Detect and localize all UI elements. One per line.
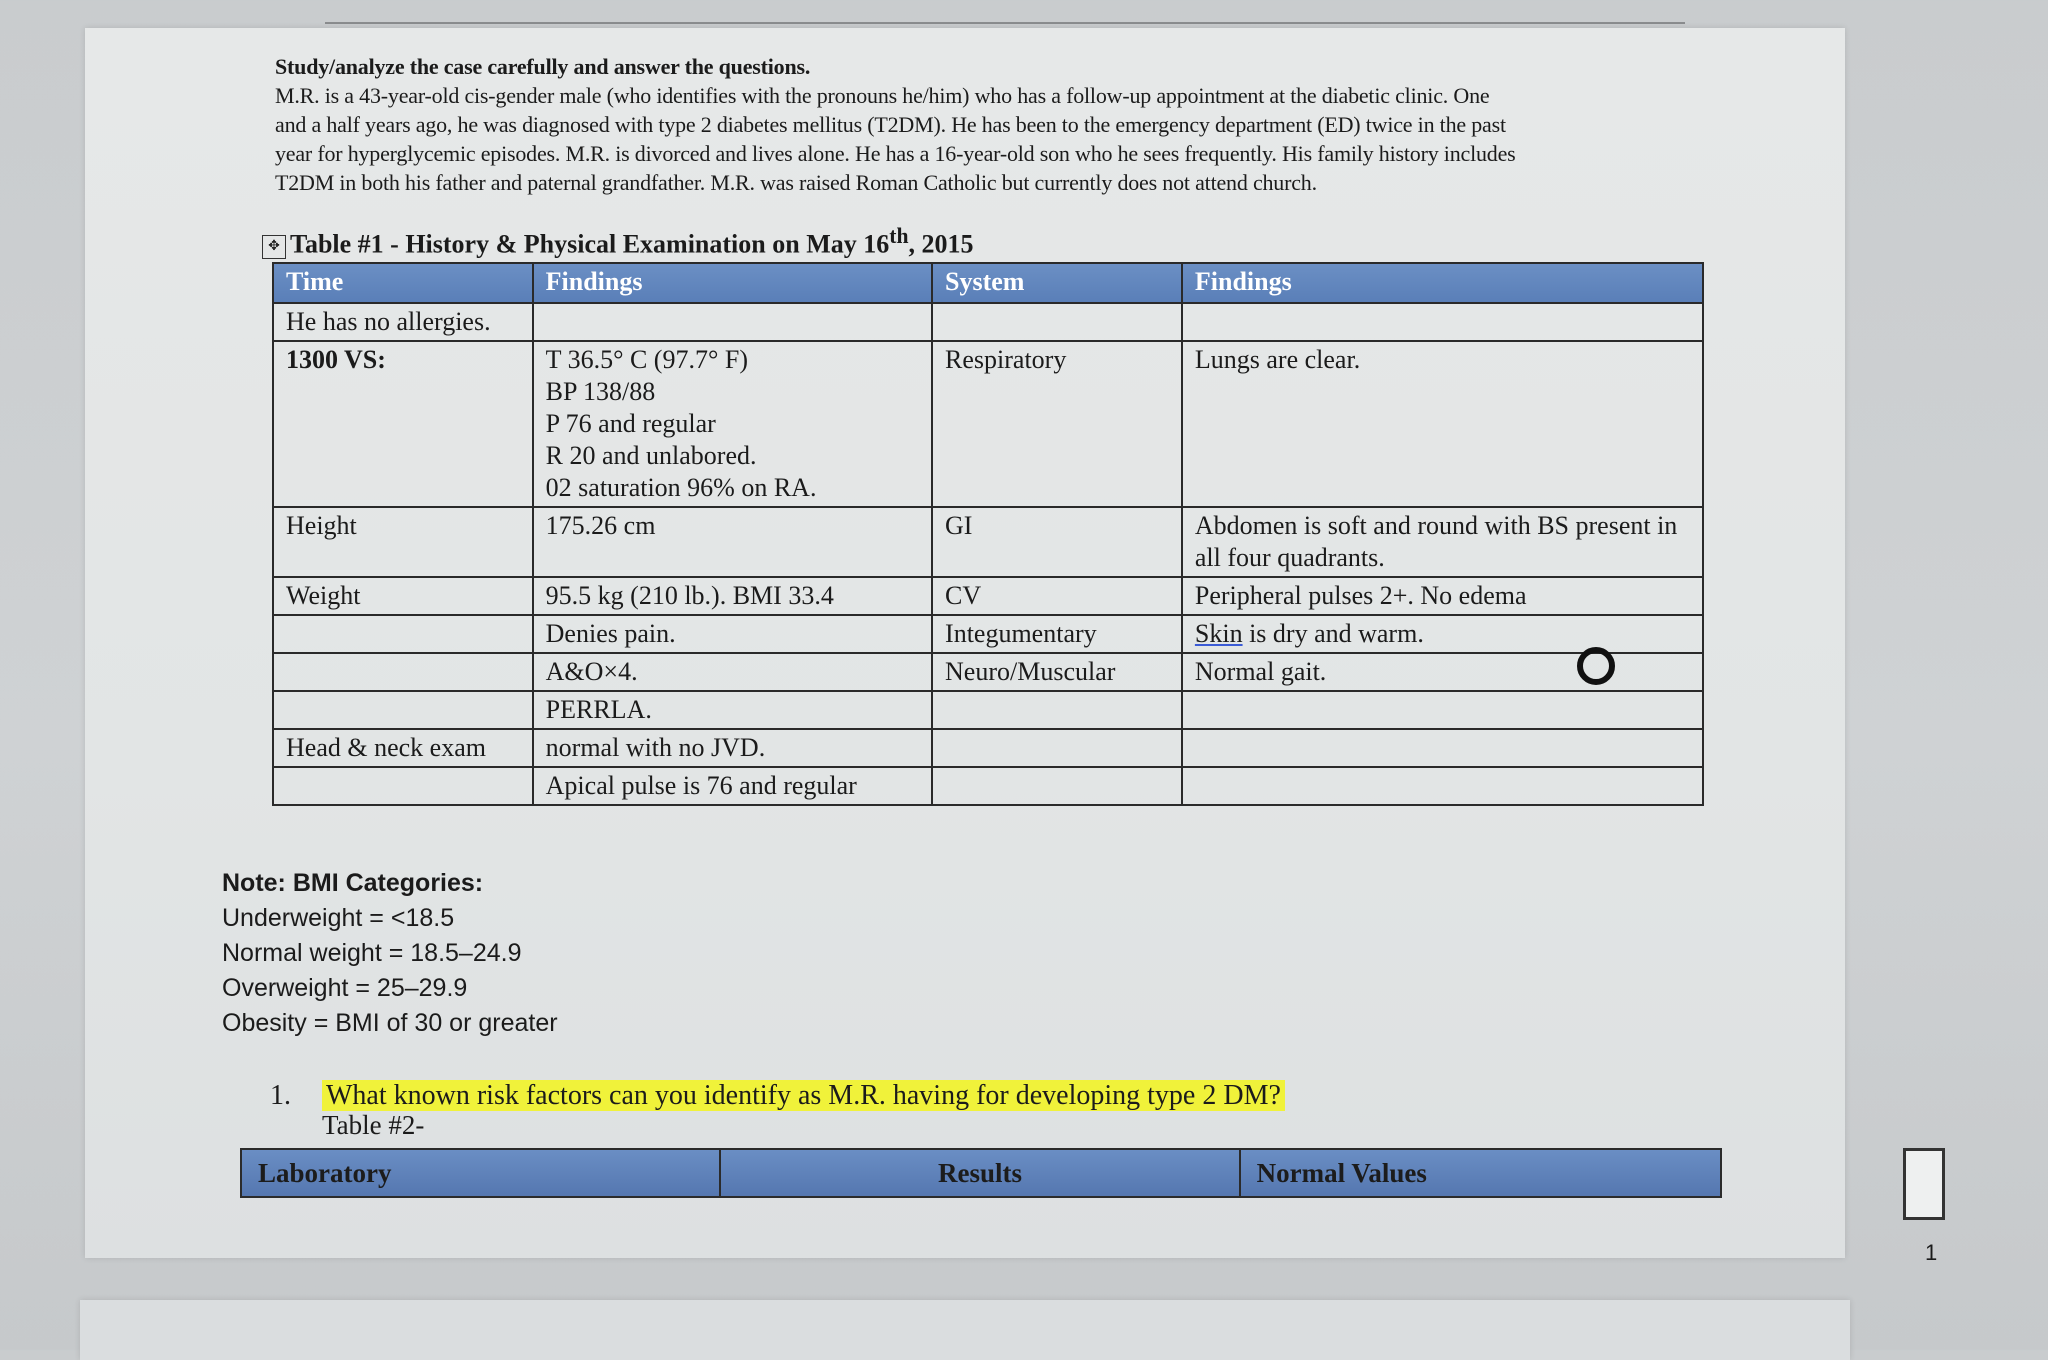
cell-findings: normal with no JVD. xyxy=(533,729,932,767)
cell-system: Integumentary xyxy=(932,615,1182,653)
laboratory-table xyxy=(240,1148,1722,1198)
cell-system xyxy=(932,303,1182,341)
cell-system-findings: Peripheral pulses 2+. No edema xyxy=(1182,577,1703,615)
cell-findings: Apical pulse is 76 and regular xyxy=(533,767,932,805)
table-row xyxy=(273,507,1703,577)
vital-sign: BP 138/88 xyxy=(545,377,656,406)
cell-time xyxy=(273,653,533,691)
header-time: Time xyxy=(273,263,533,303)
table-row xyxy=(273,341,1703,507)
cell-system-findings xyxy=(1182,767,1703,805)
table-row xyxy=(273,729,1703,767)
cell-time xyxy=(273,691,533,729)
cell-findings xyxy=(533,341,932,507)
intro-line: year for hyperglycemic episodes. M.R. is divorced and lives alone. He has a 16-year-old son who he sees frequently. His family history includes xyxy=(275,141,1516,166)
cell-system-findings: Normal gait. xyxy=(1182,653,1703,691)
bmi-category: Obesity = BMI of 30 or greater xyxy=(222,1009,558,1037)
page-number: 1 xyxy=(1925,1240,1938,1265)
cell-findings: A&O×4. xyxy=(533,653,932,691)
table-row xyxy=(273,577,1703,615)
cell-system: CV xyxy=(932,577,1182,615)
cell-time: Height xyxy=(273,507,533,577)
cell-system-findings: Lungs are clear. xyxy=(1182,341,1703,507)
intro-line: M.R. is a 43-year-old cis-gender male (who identifies with the pronouns he/him) who has a follow-up appointment at the diabetic clinic. One xyxy=(275,83,1490,108)
cell-system xyxy=(932,767,1182,805)
cell-system: Respiratory xyxy=(932,341,1182,507)
cell-system xyxy=(932,729,1182,767)
cell-time xyxy=(273,767,533,805)
cell-findings: 95.5 kg (210 lb.). BMI 33.4 xyxy=(533,577,932,615)
header-system: System xyxy=(932,263,1182,303)
comment-box[interactable] xyxy=(1903,1148,1945,1220)
circle-cursor-icon xyxy=(1577,647,1615,685)
header-laboratory: Laboratory xyxy=(241,1149,720,1197)
table-row xyxy=(273,615,1703,653)
question-1 xyxy=(270,1078,1285,1114)
cell-system-findings: Skin is dry and warm. xyxy=(1182,615,1703,653)
case-intro xyxy=(275,52,1795,197)
history-physical-table xyxy=(272,262,1704,806)
cell-system: Neuro/Muscular xyxy=(932,653,1182,691)
table2-label: Table #2- xyxy=(322,1110,425,1140)
table-row xyxy=(273,767,1703,805)
cell-system-findings xyxy=(1182,691,1703,729)
intro-line: and a half years ago, he was diagnosed with type 2 diabetes mellitus (T2DM). He has been to the emergency department (ED) twice in the past xyxy=(275,112,1506,137)
table-header-row xyxy=(241,1149,1721,1197)
bmi-categories-note xyxy=(222,866,558,1041)
table-row xyxy=(273,691,1703,729)
cell-findings: PERRLA. xyxy=(533,691,932,729)
bmi-note-title: Note: BMI Categories: xyxy=(222,869,484,897)
cell-system-findings xyxy=(1182,303,1703,341)
header-findings: Findings xyxy=(533,263,932,303)
question-text: What known risk factors can you identify as M.R. having for developing type 2 DM? xyxy=(322,1080,1285,1111)
intro-line: T2DM in both his father and paternal grandfather. M.R. was raised Roman Catholic but currently does not attend church. xyxy=(275,170,1317,195)
spellcheck-word: Skin xyxy=(1194,619,1243,648)
cell-findings xyxy=(533,303,932,341)
table1-title: ✥ Table #1 - History & Physical Examination on May 16th, 2015 xyxy=(262,224,974,260)
cell-findings: Denies pain. xyxy=(533,615,932,653)
cell-time: 1300 VS: xyxy=(273,341,533,507)
cell-system: GI xyxy=(932,507,1182,577)
bmi-category: Overweight = 25–29.9 xyxy=(222,974,468,1002)
vital-sign: P 76 and regular xyxy=(545,409,716,438)
cell-system-findings xyxy=(1182,729,1703,767)
cell-time: Weight xyxy=(273,577,533,615)
header-system-findings: Findings xyxy=(1182,263,1703,303)
cell-time xyxy=(273,615,533,653)
vital-sign: T 36.5° C (97.7° F) xyxy=(545,345,748,374)
bmi-category: Underweight = <18.5 xyxy=(222,904,455,932)
cell-time: He has no allergies. xyxy=(273,303,533,341)
vital-sign: R 20 and unlabored. xyxy=(545,441,757,470)
cell-findings: 175.26 cm xyxy=(533,507,932,577)
vital-sign: 02 saturation 96% on RA. xyxy=(545,473,817,502)
next-page xyxy=(80,1300,1850,1360)
table-row xyxy=(273,303,1703,341)
bmi-category: Normal weight = 18.5–24.9 xyxy=(222,939,522,967)
cell-system xyxy=(932,691,1182,729)
cell-system-findings: Abdomen is soft and round with BS present in all four quadrants. xyxy=(1182,507,1703,577)
intro-heading: Study/analyze the case carefully and answer the questions. xyxy=(275,54,811,79)
table-header-row xyxy=(273,263,1703,303)
cell-time: Head & neck exam xyxy=(273,729,533,767)
question-number: 1. xyxy=(270,1080,291,1111)
move-icon[interactable]: ✥ xyxy=(262,235,286,259)
header-results: Results xyxy=(720,1149,1239,1197)
top-rule xyxy=(325,22,1685,24)
table-row xyxy=(273,653,1703,691)
header-normal-values: Normal Values xyxy=(1240,1149,1721,1197)
